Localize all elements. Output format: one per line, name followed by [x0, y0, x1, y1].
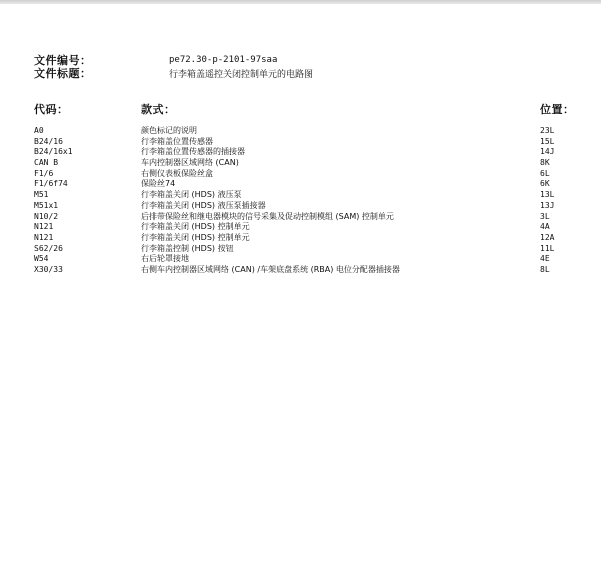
row-code: F1/6 [34, 168, 54, 178]
table-row [34, 233, 594, 244]
header-description: 款式： [141, 103, 176, 116]
row-description: 右侧车内控制器区域网络 (CAN) /车架底盘系统 (RBA) 电位分配器插接器 [141, 264, 400, 274]
row-code: B24/16x1 [34, 147, 73, 157]
row-code: F1/6f74 [34, 179, 68, 189]
table-row [34, 201, 594, 212]
table-row [34, 179, 594, 190]
row-location: 4E [540, 254, 550, 264]
row-code: M51 [34, 190, 49, 200]
table-row [34, 265, 594, 276]
row-description: 保险丝74 [141, 179, 176, 189]
row-description: 行李箱盖关闭 (HDS) 液压泵插接器 [141, 200, 266, 210]
table-row [34, 254, 594, 265]
table-row [34, 158, 594, 169]
table-row [34, 126, 594, 137]
table-row [34, 244, 594, 255]
header-code: 代码： [34, 103, 69, 116]
row-description: 行李箱盖关闭 (HDS) 液压泵 [141, 190, 242, 200]
table-row [34, 222, 594, 233]
row-code: B24/16 [34, 136, 63, 146]
row-location: 12A [540, 232, 555, 242]
row-location: 3L [540, 211, 550, 221]
row-code: N121 [34, 232, 54, 242]
doc-title-row [34, 66, 313, 80]
table-row [34, 137, 594, 148]
row-location: 8K [540, 158, 550, 168]
row-code: M51x1 [34, 200, 59, 210]
row-description: 车内控制器区域网络 (CAN) [141, 158, 239, 168]
row-location: 23L [540, 126, 555, 135]
table-row [34, 212, 594, 223]
row-code: N10/2 [34, 211, 59, 221]
row-description: 行李箱盖关闭 (HDS) 控制单元 [141, 222, 250, 232]
row-description: 行李箱盖控制 (HDS) 按钮 [141, 243, 234, 253]
row-location: 13L [540, 190, 555, 200]
doc-number-label: 文件编号： [34, 54, 92, 67]
row-description: 后排带保险丝和继电器模块的信号采集及促动控制模组 (SAM) 控制单元 [141, 211, 394, 221]
row-code: N121 [34, 222, 54, 232]
row-code: W54 [34, 254, 49, 264]
table-header [34, 101, 594, 115]
row-code: A0 [34, 126, 44, 135]
row-description: 行李箱盖位置传感器的插接器 [141, 147, 245, 157]
doc-title-label: 文件标题： [34, 67, 92, 80]
row-code: X30/33 [34, 264, 63, 274]
doc-title-value: 行李箱盖遥控关闭控制单元的电路图 [169, 69, 314, 80]
row-code: S62/26 [34, 243, 63, 253]
component-table [34, 126, 594, 276]
table-row [34, 169, 594, 180]
row-code: CAN B [34, 158, 59, 168]
row-location: 8L [540, 264, 550, 274]
row-description: 颜色标记的说明 [141, 126, 197, 135]
row-location: 15L [540, 136, 555, 146]
row-location: 6K [540, 179, 550, 189]
row-location: 4A [540, 222, 550, 232]
row-description: 行李箱盖关闭 (HDS) 控制单元 [141, 232, 250, 242]
doc-number-value: pe72.30-p-2101-97saa [169, 55, 278, 65]
row-location: 11L [540, 243, 555, 253]
row-description: 右侧仪表板保险丝盒 [141, 168, 213, 178]
row-location: 13J [540, 200, 555, 210]
table-row [34, 147, 594, 158]
top-bar [0, 0, 601, 4]
table-row [34, 190, 594, 201]
row-location: 6L [540, 168, 550, 178]
row-description: 行李箱盖位置传感器 [141, 136, 213, 146]
row-description: 右后轮罩接地 [141, 254, 189, 264]
header-location: 位置： [540, 103, 575, 116]
row-location: 14J [540, 147, 555, 157]
